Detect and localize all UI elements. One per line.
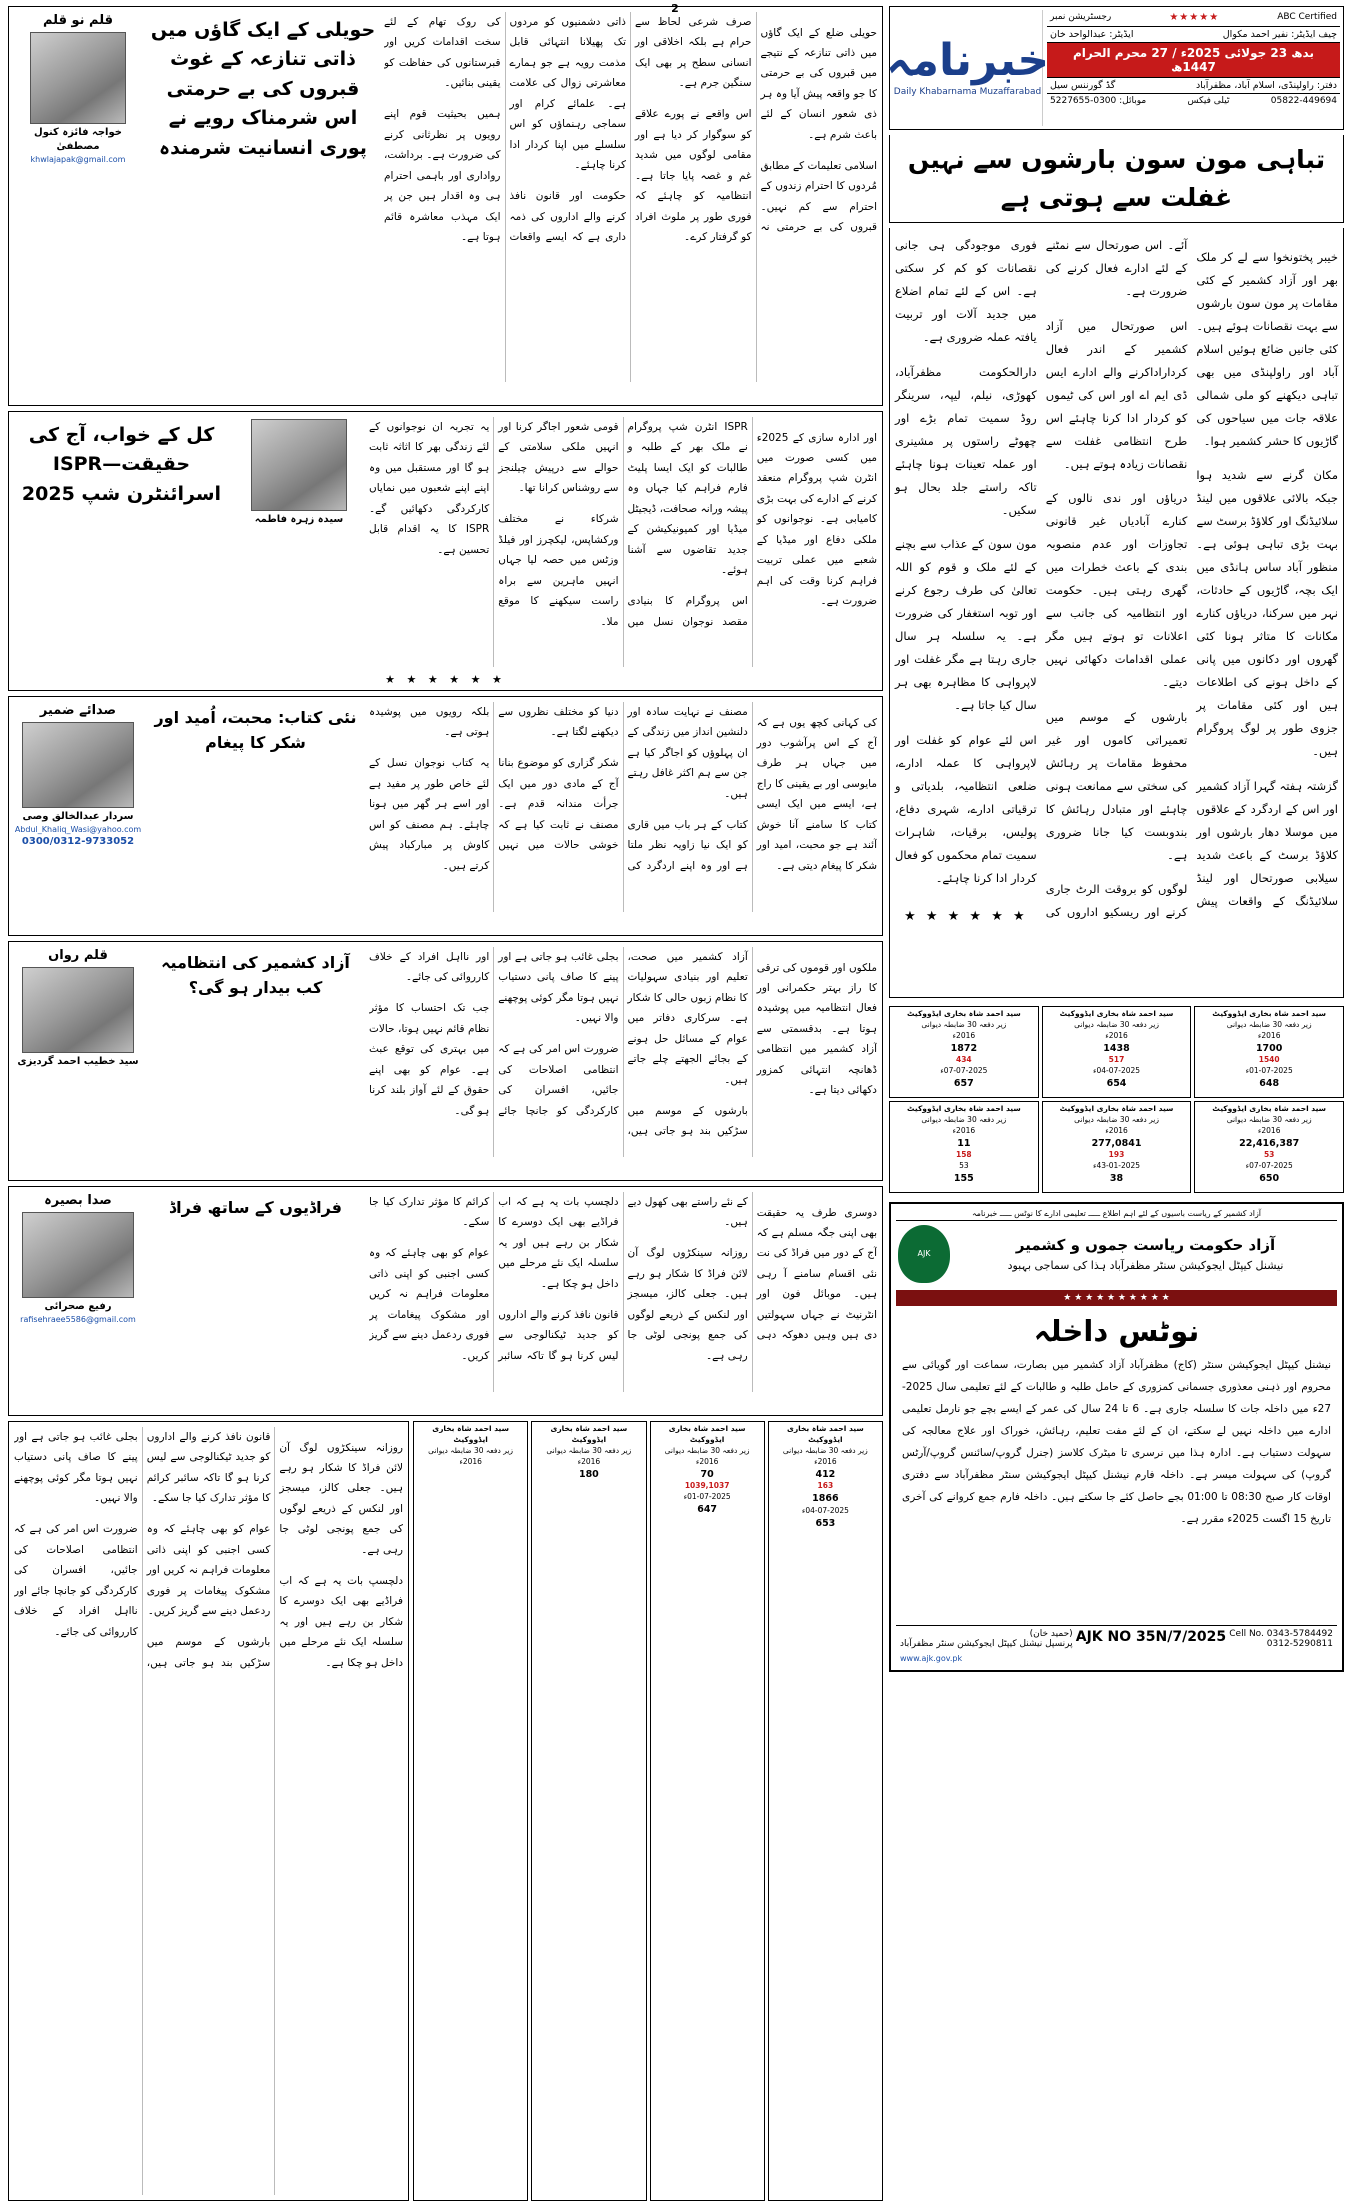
legal-notice-item [1042, 1101, 1192, 1193]
masthead-info [1047, 10, 1340, 126]
abc-certified-label: ABC Certified [1277, 12, 1337, 22]
notice-line1: زیر دفعہ 30 ضابطہ دیوانی [1074, 1019, 1159, 1029]
notice-date: 01-07-2025ء [1245, 1066, 1293, 1076]
lead-para: بارشوں کے موسم میں تعمیراتی کاموں اور غیر محفوظ مقامات پر رہائش کی سختی سے ممانعت ہونی چاہئے اور متبادل رہائش کا بندوبست کیا جانا ضروری ہے۔ [1045, 709, 1188, 862]
notice-num1: 277,0841 [1091, 1137, 1142, 1149]
article-para: بارشوں کے موسم میں سڑکیں بند ہو جاتی ہیں، بجلی غائب ہو جاتی ہے اور پینے کا صاف پانی دستیاب نہیں ہوتا مگر کوئی پوچھنے والا نہیں۔ [14, 1431, 271, 1669]
notice-head: سید احمد شاہ بخاری ایڈووکیٹ [1059, 1104, 1174, 1113]
notice-num2: 158 [956, 1150, 972, 1160]
notice-line1: زیر دفعہ 30 ضابطہ دیوانی [782, 1445, 868, 1455]
author-name: سردار عبدالخالق وصی [22, 811, 134, 823]
byline-column-label: قلم رواں [48, 948, 108, 963]
lead-article-body [889, 228, 1344, 998]
bottom-strip [8, 1421, 883, 2201]
notice-phone-2: 0312-5290811 [1266, 1639, 1333, 1649]
notice-header [896, 1221, 1337, 1287]
article-para: یہ کتاب نوجوان نسل کے لئے خاص طور پر مفید ہے اور اسے ہر گھر میں ہونا چاہئے۔ ہم مصنف کو اس کاوش پر مبارکباد پیش کرتے ہیں۔ [369, 757, 490, 872]
notice-line1: زیر دفعہ 30 ضابطہ دیوانی [921, 1019, 1007, 1029]
notice-num1: 22,416,387 [1239, 1137, 1300, 1149]
notice-website: www.ajk.gov.pk [900, 1654, 963, 1663]
article-para: ذاتی دشمنیوں کو مردوں تک پھیلانا انتہائی قابل مذمت رویہ ہے جو ہمارے معاشرتی زوال کی علامت ہے۔ علمائے کرام اور سماجی رہنماؤں کو اس سلسلے میں اپنا کردار ادا کرنا چاہئے۔ [509, 16, 626, 172]
article-new-book [8, 696, 883, 936]
author-name: سید خطیب احمد گردیزی [17, 1056, 139, 1068]
author-phone: 0300/0312-9733052 [21, 836, 135, 848]
author-photo [22, 967, 134, 1053]
lead-para: لوگوں کو بروقت الرٹ جاری کرنے اور ریسکیو اداروں کی فوری موجودگی ہی جانی نقصانات کو کم کر سکتی ہے۔ اس کے لئے تمام اضلاع میں جدید آلات اور تربیت یافتہ عملہ ضروری ہے۔ [895, 238, 1188, 919]
article-para: ISPR انٹرن شپ پروگرام نے ملک بھر کے طلبہ و طالبات کو ایک ایسا پلیٹ فارم فراہم کیا جہاں وہ پیشہ ورانہ صحافت، ڈیجیٹل میڈیا اور کمیونیکیشن کے جدید تقاضوں سے آشنا ہوئے۔ [627, 421, 748, 577]
notice-line2: 2016ء [695, 1456, 719, 1466]
article-para: حکومت اور قانون نافذ کرنے والے اداروں کی ذمہ داری ہے کہ ایسے واقعات کی روک تھام کے لئے سخت اقدامات کریں اور قبرستانوں کی حفاظت کو یقینی بنائیں۔ [384, 16, 626, 244]
article-fraud-continued [8, 1421, 409, 2201]
notice-num3: 648 [1259, 1078, 1280, 1090]
byline-column-label: صدا بصیرہ [44, 1193, 112, 1208]
legal-notice-item [889, 1101, 1039, 1193]
masthead-editors-row [1047, 27, 1340, 43]
lead-divider-stars: ★ ★ ★ ★ ★ ★ [904, 909, 1028, 924]
masthead-abc-row [1047, 10, 1340, 27]
notice-line1: زیر دفعہ 30 ضابطہ دیوانی [1226, 1114, 1312, 1124]
notice-line2: 2016ء [577, 1456, 601, 1466]
newspaper-subtitle: Daily Khabarnama Muzaffarabad [893, 87, 1042, 97]
notice-line2: 2016ء [952, 1030, 976, 1040]
abc-stars-icon: ★★★★★ [1169, 12, 1220, 23]
page-layout [6, 6, 1344, 2201]
notice-date: 04-07-2025ء [1092, 1066, 1141, 1076]
notice-num2: 1039,1037 [684, 1481, 730, 1491]
notice-org-line2: نیشنل کیپٹل ایجوکیشن سنٹر مظفرآباد ہذا کی سماجی بہبود [1007, 1259, 1284, 1273]
notice-num1: 70 [700, 1468, 714, 1480]
author-name: رفیع صحرائی [44, 1301, 112, 1313]
left-column [8, 6, 883, 2201]
notice-num-extra: 1866 [812, 1493, 839, 1505]
article-title: فراڈیوں کے ساتھ فراڈ [169, 1198, 342, 1217]
notice-decor-banner: ★ ★ ★ ★ ★ ★ ★ ★ ★ ★ [896, 1290, 1337, 1306]
notice-num3: 654 [1106, 1078, 1127, 1090]
article-para: دوسری طرف یہ حقیقت بھی اپنی جگہ مسلم ہے کہ آج کے دور میں فراڈ کی نت نئی اقسام سامنے آ رہی ہیں۔ موبائل فون اور انٹرنیٹ نے جہاں سہولتیں دی ہیں وہیں دھوکہ دہی کے نئے راستے بھی کھول دیے ہیں۔ [627, 1196, 877, 1342]
notice-num1: 180 [578, 1468, 599, 1480]
notice-num3: 38 [1109, 1173, 1124, 1185]
legal-notice-item [768, 1421, 883, 2201]
article-header [14, 417, 877, 667]
legal-notice-item [1042, 1006, 1192, 1098]
article-divider-stars: ★ ★ ★ ★ ★ ★ [385, 673, 506, 686]
notice-num3: 155 [953, 1173, 974, 1185]
notice-num2: 434 [956, 1055, 972, 1065]
notice-line2: 2016ء [1257, 1030, 1281, 1040]
masthead-logo [885, 10, 1050, 126]
notice-line2: 2016ء [814, 1456, 837, 1466]
article-para: ضرورت اس امر کی ہے کہ انتظامی اصلاحات کی جائیں، افسران کی کارکردگی کو جانچا جائے اور نااہل افراد کے خلاف کارروائی کی جائے۔ [369, 951, 619, 1117]
lead-para: اس صورتحال میں آزاد کشمیر کے اندر فعال کرداراداکرنے والے ادارے ایس ڈی ایم اے اور اس کی ٹیموں کو کردار ادا کرنا چاہئے اس طرح انتظامی غفلت سے نقصانات زیادہ ہوتے ہیں۔ [1045, 318, 1188, 471]
notice-num3: 657 [953, 1078, 974, 1090]
notice-head: سید احمد شاہ بخاری ایڈووکیٹ [906, 1104, 1021, 1113]
article-para: کی کہانی کچھ یوں ہے کہ آج کے اس پرآشوب دور میں جہاں ہر طرف مایوسی اور بے یقینی کا راج ہے، ایسے میں ایک ایسی کتاب کا سامنے آنا خوش آئند ہے جو محبت، امید اور شکر کا پیغام دیتی ہے۔ [756, 716, 877, 872]
right-column [885, 6, 1344, 2201]
notice-num2: 1540 [1258, 1055, 1280, 1065]
government-crest-icon: AJK [898, 1225, 950, 1283]
notice-head: سید احمد شاہ بخاری ایڈووکیٹ [906, 1009, 1021, 1018]
notice-num3: 653 [815, 1517, 836, 1529]
article-para: اس پروگرام کا بنیادی مقصد نوجوان نسل میں قومی شعور اجاگر کرنا اور انہیں ملکی سلامتی کے حوالے سے درپیش چیلنجز سے روشناس کرانا تھا۔ [498, 421, 748, 628]
notice-num2: 517 [1108, 1055, 1125, 1065]
article-byline [14, 947, 142, 1069]
notice-signature-title: پرنسپل نیشنل کیپٹل ایجوکیشن سنٹر مظفرآباد [900, 1639, 1073, 1649]
article-para: شرکاء نے مختلف ورکشاپس، لیکچرز اور فیلڈ وزٹس میں حصہ لیا جہاں انہیں ماہرین سے براہ راست سیکھنے کا موقع ملا۔ [498, 513, 619, 628]
notice-head: سید احمد شاہ بخاری ایڈووکیٹ [786, 1424, 864, 1444]
article-byline [14, 702, 142, 849]
notice-date: 07-07-2025ء [940, 1066, 988, 1076]
byline-column-label: قلم نو قلم [42, 13, 114, 28]
article-para: جب تک احتساب کا مؤثر نظام قائم نہیں ہوتا، حالات میں بہتری کی توقع عبث ہے۔ عوام کو بھی اپنے حقوق کے لئے آواز بلند کرنا ہو گی۔ [369, 1002, 490, 1117]
notice-head: سید احمد شاہ بخاری ایڈووکیٹ [1212, 1009, 1327, 1018]
article-byline [14, 1192, 142, 1325]
page-number: 2 [671, 2, 679, 15]
offices-label: دفتر: راولپنڈی، اسلام آباد، مظفرآباد [1195, 79, 1337, 91]
notice-num1: 1700 [1255, 1042, 1283, 1054]
notice-organization [956, 1233, 1335, 1275]
notice-line1: زیر دفعہ 30 ضابطہ دیوانی [1226, 1019, 1312, 1029]
notice-signature: (حمید خان) [1029, 1629, 1073, 1639]
article-para: ضرورت اس امر کی ہے کہ انتظامی اصلاحات کی جائیں، افسران کی کارکردگی کو جانچا جائے اور نااہل افراد کے خلاف کارروائی کی جائے۔ [14, 1523, 138, 1638]
notice-title: نوٹس داخلہ [1033, 1314, 1200, 1348]
lead-para: اس لئے عوام کو غفلت اور لاپرواہی کا عملہ ادارے، ضلعی انتظامیہ، بلدیاتی و ترقیاتی ادارے، شہری دفاع، پولیس، برقیات، شاہرات سمیت تمام محکموں کو فعال کردار ادا کرنا چاہئے۔ [895, 732, 1037, 885]
article-para: ملکوں اور قوموں کی ترقی کا راز بہتر حکمرانی اور فعال انتظامیہ میں پوشیدہ ہوتا ہے۔ بدقسمتی سے آزاد کشمیر میں انتظامی ڈھانچہ انتہائی کمزور دکھائی دیتا ہے۔ [756, 961, 877, 1097]
notice-phone: Cell No. 0343-5784492 [1229, 1629, 1333, 1639]
notice-head: سید احمد شاہ بخاری ایڈووکیٹ [432, 1424, 509, 1444]
notice-line1: زیر دفعہ 30 ضابطہ دیوانی [428, 1445, 514, 1455]
article-body [369, 702, 877, 912]
fax-label: ٹیلی فیکس [1187, 95, 1230, 106]
mobile-label: موبائل: 0300-5227655 [1050, 95, 1147, 106]
article-para: عوام کو بھی چاہئے کہ وہ کسی اجنبی کو اپنی ذاتی معلومات فراہم نہ کریں اور مشکوک پیغامات پر فوری ردعمل دینے سے گریز کریں۔ [146, 1523, 271, 1618]
notice-date: 53 [959, 1161, 969, 1171]
article-byline [235, 417, 363, 527]
notice-num1: 1438 [1103, 1042, 1130, 1054]
author-email: rafisehraee5586@gmail.com [20, 1315, 136, 1325]
lead-para: مکان گرنے سے شدید ہوا جبکہ بالائی علاقوں میں لینڈ سلائیڈنگ اور کلاؤڈ برسٹ سے بہت بڑی تباہی ہوئی ہے۔ منظور آباد ساس ہانڈی میں ایک بچہ، گاڑیوں کے حادثات، نہر میں سرکنا، دریاؤں کنارے مکانات کا متاثر ہونا کئی گھروں اور دکانوں میں پانی کے داخل ہونے کی اطلاعات ہیں اور کئی مقامات پر جزوی طور پر لوگ پروگرام ہیں۔ [1196, 468, 1338, 758]
notice-signature-block [900, 1629, 1073, 1649]
legal-notices-grid [889, 1006, 1344, 1193]
legal-notice-item [889, 1006, 1039, 1098]
notice-num2: 53 [1263, 1150, 1275, 1160]
article-title: کل کے خواب، آج کی حقیقت—ISPR اسرائنٹرن شپ 2025 [21, 424, 222, 505]
article-title: نئی کتاب: محبت، اُمید اور شکر کا پیغام [154, 708, 357, 752]
masthead-date: بدھ 23 جولائی 2025ء / 27 محرم الحرام 1447ھ [1047, 43, 1340, 78]
notice-head: سید احمد شاہ بخاری ایڈووکیٹ [668, 1424, 746, 1444]
notice-num1: 11 [957, 1137, 971, 1149]
notice-line2: 2016ء [1257, 1125, 1281, 1135]
article-byline [14, 12, 142, 165]
notice-footer [896, 1625, 1337, 1652]
legal-notice-item [650, 1421, 765, 2201]
notice-line2: 2016ء [1105, 1125, 1128, 1135]
chief-editor-label: چیف ایڈیٹر: نفیر احمد مکوال [1222, 28, 1337, 40]
article-header [14, 702, 877, 912]
notice-num2: 163 [817, 1481, 834, 1491]
article-body [384, 12, 877, 382]
ajk-notice-number: AJK NO 35N/7/2025 [1075, 1629, 1227, 1645]
article-header [14, 947, 877, 1157]
byline-column-label: صدائے ضمیر [39, 703, 117, 718]
masthead [885, 6, 1344, 130]
notice-head: سید احمد شاہ بخاری ایڈووکیٹ [550, 1424, 628, 1444]
author-photo [30, 32, 126, 124]
registration-label: رجسٹریشن نمبر [1050, 12, 1112, 22]
article-para: کتاب کے ہر باب میں قاری کو ایک نیا زاویہ نظر ملتا ہے اور وہ اپنے اردگرد کی دنیا کو مختلف نظروں سے دیکھنے لگتا ہے۔ [498, 706, 748, 872]
notice-num3: 647 [697, 1504, 718, 1516]
legal-notice-item [1194, 1101, 1344, 1193]
notice-num1: 1872 [950, 1042, 978, 1054]
article-ispr-internship [8, 411, 883, 691]
notice-num3: 650 [1259, 1173, 1280, 1185]
notice-line1: زیر دفعہ 30 ضابطہ دیوانی [546, 1445, 632, 1455]
article-para: قانون نافذ کرنے والے اداروں کو جدید ٹیکنالوجی سے لیس کرنا ہو گا تاکہ سائبر کرائم کا مؤثر تدارک کیا جا سکے۔ [146, 1431, 271, 1505]
article-title: آزاد کشمیر کی انتظامیہ کب بیدار ہو گی؟ [161, 953, 350, 997]
legal-notice-item [413, 1421, 528, 2201]
notice-head: سید احمد شاہ بخاری ایڈووکیٹ [1059, 1009, 1174, 1018]
author-name: خواجہ فائزہ کنول مصطفیٰ [34, 127, 122, 153]
notice-line1: زیر دفعہ 30 ضابطہ دیوانی [664, 1445, 750, 1455]
legal-notice-item [1194, 1006, 1344, 1098]
article-para: روزانہ سینکڑوں لوگ آن لائن فراڈ کا شکار ہو رہے ہیں۔ جعلی کالز، میسجز اور لنکس کے ذریعے لوگوں کی جمع پونجی لوٹی جا رہی ہے۔ [279, 1441, 403, 1556]
notice-line1: زیر دفعہ 30 ضابطہ دیوانی [1074, 1114, 1159, 1124]
article-grave-desecration [8, 6, 883, 406]
editor-label: ایڈیٹر: عبدالواحد خان [1050, 28, 1134, 40]
article-header [14, 1192, 877, 1392]
author-email: Abdul_Khaliq_Wasi@yahoo.com [14, 825, 142, 835]
admission-notice-ad [889, 1202, 1344, 1672]
notice-num2: 193 [1108, 1150, 1125, 1160]
masthead-offices-row [1047, 78, 1340, 94]
article-para: شکر گزاری کو موضوع بنانا آج کے مادی دور میں ایک جرأت مندانہ قدم ہے۔ مصنف نے ثابت کیا ہے کہ خوشی حالات میں نہیں بلکہ رویوں میں پوشیدہ ہوتی ہے۔ [369, 706, 619, 852]
article-title: حویلی کے ایک گاؤں میں ذاتی تنازعہ کے غوث قبروں کی بے حرمتی اس شرمناک رویے نے پوری انسانیت شرمندہ [150, 19, 376, 159]
author-email: khwlajapak@gmail.com [30, 155, 126, 165]
notice-line2: 2016ء [459, 1456, 482, 1466]
article-body [369, 947, 877, 1157]
bureau-label: گڈ گورننس سیل [1050, 79, 1116, 91]
lead-para: دارالحکومت مظفرآباد، کھوڑی، نیلم، لیپہ، سرینگر روڈ سمیت تمام بڑے اور چھوٹے راستوں پر مشینری اور عملہ تعینات ہونا چاہئے تاکہ راستے جلد بحال ہو سکیں۔ [895, 364, 1037, 517]
notice-line1: زیر دفعہ 30 ضابطہ دیوانی [921, 1114, 1007, 1124]
article-para: اور ادارہ سازی کے 2025ء میں کسی صورت میں انٹرن شپ پروگرام منعقد کرنے کے ادارے کی بہت بڑی کامیابی ہے۔ نوجوانوں کو ملکی دفاع اور میڈیا کے شعبے میں عملی تربیت فراہم کرنا وقت کی اہم ضرورت ہے۔ [756, 431, 877, 608]
notice-contact-block [1229, 1629, 1333, 1649]
notice-date: 01-07-2025ء [683, 1492, 731, 1502]
bottom-legal-notices [413, 1421, 883, 2201]
notice-head: سید احمد شاہ بخاری ایڈووکیٹ [1212, 1104, 1327, 1113]
lead-para: گزشتہ ہفتہ گہرا آزاد کشمیر اور اس کے اردگرد کے علاقوں میں موسلا دھار بارشوں اور کلاؤڈ برسٹ کے باعث شدید سیلابی صورتحال اور لینڈ سلائیڈنگ کے واقعات پیش آئے۔ اس صورتحال سے نمٹنے کے لئے ادارے فعال کرنے کی ضرورت ہے۔ [1045, 238, 1338, 908]
article-fraud [8, 1186, 883, 1416]
masthead-contacts [1047, 94, 1340, 108]
article-para: روزانہ سینکڑوں لوگ آن لائن فراڈ کا شکار ہو رہے ہیں۔ جعلی کالز، میسجز اور لنکس کے ذریعے لوگوں کی جمع پونجی لوٹی جا رہی ہے۔ [627, 1247, 748, 1362]
notice-date: 04-07-2025ء [801, 1505, 849, 1515]
phone-label: 05822-449694 [1270, 95, 1337, 106]
notice-num1: 412 [815, 1468, 836, 1480]
article-para: اسلامی تعلیمات کے مطابق مُردوں کا احترام زندوں کے احترام سے کم نہیں۔ قبروں کی بے حرمتی نہ صرف شرعی لحاظ سے حرام ہے بلکہ اخلاقی اور انسانی سطح پر بھی ایک سنگین جرم ہے۔ [635, 16, 877, 234]
article-para: یہ تجربہ ان نوجوانوں کے لئے زندگی بھر کا اثاثہ ثابت ہو گا اور مستقبل میں وہ اپنے اپنے شعبوں میں نمایاں کارکردگی دکھائیں گے۔ ISPR کا یہ اقدام قابل تحسین ہے۔ [369, 421, 490, 556]
article-para: بارشوں کے موسم میں سڑکیں بند ہو جاتی ہیں، بجلی غائب ہو جاتی ہے اور پینے کا صاف پانی دستیاب نہیں ہوتا مگر کوئی پوچھنے والا نہیں۔ [498, 951, 748, 1138]
notice-line2: 2016ء [952, 1125, 976, 1135]
article-para: ہمیں بحیثیت قوم اپنے رویوں پر نظرثانی کرنے کی ضرورت ہے۔ برداشت، رواداری اور باہمی احترام ہی وہ اقدار ہیں جن پر ایک مہذب معاشرہ قائم ہوتا ہے۔ [384, 108, 501, 244]
notice-org-line1: آزاد حکومت ریاست جموں و کشمیر [1015, 1236, 1276, 1255]
author-photo [22, 722, 134, 808]
article-para: عوام کو بھی چاہئے کہ وہ کسی اجنبی کو اپنی ذاتی معلومات فراہم نہ کریں اور مشکوک پیغامات پر فوری ردعمل دینے سے گریز کریں۔ [369, 1247, 490, 1362]
article-para: حویلی ضلع کے ایک گاؤں میں ذاتی تنازعہ کے نتیجے میں قبروں کی بے حرمتی کا جو واقعہ پیش آیا وہ ہر ذی شعور انسان کے لئے باعث شرم ہے۔ [760, 26, 877, 141]
lead-headline: تباہی مون سون بارشوں سے نہیں غفلت سے ہوتی ہے [889, 135, 1344, 223]
notice-date: 43-01-2025ء [1092, 1161, 1141, 1171]
lead-para: خیبر پختونخوا سے لے کر ملک بھر اور آزاد کشمیر کے کئی مقامات پر مون سون بارشوں سے بہت نقصانات ہوئے ہیں۔ کئی جانیں ضائع ہوئیں اسلام آباد اور راولپنڈی میں بھی تباہی دیکھنے کو ملی شمالی علاقہ جات میں سیاحوں کی گاڑیوں کا حشر کشمیر ہوا۔ [1196, 249, 1338, 448]
lead-para: دریاؤں اور ندی نالوں کے کنارے آبادیاں غیر قانونی تجاوزات اور عدم منصوبہ بندی کے باعث خطرات میں گھری رہتی ہیں۔ حکومت اور انتظامیہ کی جانب سے اعلانات تو ہوتے ہیں مگر عملی اقدامات دکھائی نہیں دیتے۔ [1045, 491, 1188, 689]
author-name: سیدہ زہرہ فاطمہ [254, 514, 344, 525]
article-para: دلچسپ بات یہ ہے کہ اب فراڈیے بھی ایک دوسرے کا شکار بن رہے ہیں اور یہ سلسلہ ایک نئے مرحلے میں داخل ہو چکا ہے۔ [279, 1574, 403, 1669]
legal-notice-item [531, 1421, 646, 2201]
article-body [14, 1427, 403, 2195]
notice-body: نیشنل کیپٹل ایجوکیشن سنٹر (کاج) مظفرآباد آزاد کشمیر میں بصارت، سماعت اور گویائی سے محروم اور ذہنی معذوری جسمانی کمزوری کے حامل طلبہ و طالبات کے لئے تعلیمی سال 2025-27ء میں داخلہ جات کا سلسلہ جاری ہے۔ 6 تا 24 سال کی عمر کے ایسے بچے جو نارمل تعلیمی ادارے میں داخلہ نہیں لے سکتے، ان کے لئے مفت تعلیم، رہائش، خوراک اور علاج معالجہ کی سہولت دستیاب ہے۔ ادارہ ہذا میں نرسری تا میٹرک کلاسز (جنرل گروپ/سائنس گروپ/آرٹس گروپ) کی سہولت میسر ہے۔ داخلہ فارم نیشنل کیپٹل ایجوکیشن سنٹر مظفرآباد سے دفتری اوقات کار صبح 08:30 تا 01:00 بجے حاصل کئے جا سکتے ہیں۔ داخلہ فارم جمع کروانے کی آخری تاریخ 15 اگست 2025ء مقرر ہے۔ [902, 1359, 1332, 1526]
article-para: قانون نافذ کرنے والے اداروں کو جدید ٹیکنالوجی سے لیس کرنا ہو گا تاکہ سائبر کرائم کا مؤثر تدارک کیا جا سکے۔ [369, 1196, 619, 1362]
notice-ticker: آزاد کشمیر کے ریاست باسیوں کے لئے اہم اطلاع ـــــ تعلیمی ادارے کا نوٹس ـــــ خبرنامہ [896, 1209, 1337, 1221]
author-photo [251, 419, 347, 511]
newspaper-title: خبرنامہ [885, 35, 1050, 86]
article-para: دلچسپ بات یہ ہے کہ اب فراڈیے بھی ایک دوسرے کا شکار بن رہے ہیں اور یہ سلسلہ ایک نئے مرحلے میں داخل ہو چکا ہے۔ [498, 1196, 619, 1290]
article-header [14, 12, 877, 382]
article-ajk-administration [8, 941, 883, 1181]
article-para: آزاد کشمیر میں صحت، تعلیم اور بنیادی سہولیات کا نظام زبوں حالی کا شکار ہے۔ سرکاری دفاتر میں عوام کے مسائل حل ہونے کے بجائے الجھتے چلے جاتے ہیں۔ [627, 951, 748, 1086]
article-para: اس واقعے نے پورے علاقے کو سوگوار کر دیا ہے اور مقامی لوگوں میں شدید غم و غصہ پایا جاتا ہے۔ انتظامیہ کو چاہئے کہ فوری طور پر ملوث افراد کو گرفتار کرے۔ [635, 108, 752, 244]
article-body [369, 417, 877, 667]
article-body [369, 1192, 877, 1392]
author-photo [22, 1212, 134, 1298]
notice-line2: 2016ء [1105, 1030, 1128, 1040]
article-para: مصنف نے نہایت سادہ اور دلنشین انداز میں زندگی کے ان پہلوؤں کو اجاگر کیا ہے جن سے ہم اکثر غافل رہتے ہیں۔ [627, 706, 748, 800]
lead-para: مون سون کے عذاب سے بچنے کے لئے ملک و قوم کو اللہ تعالیٰ کی طرف رجوع کرنے اور توبہ استغفار کی ضرورت ہے۔ یہ سلسلہ ہر سال جاری رہتا ہے مگر غفلت اور لاپرواہی کا مظاہرہ بھی ہر سال کیا جاتا ہے۔ [895, 537, 1037, 712]
notice-date: 07-07-2025ء [1245, 1161, 1293, 1171]
